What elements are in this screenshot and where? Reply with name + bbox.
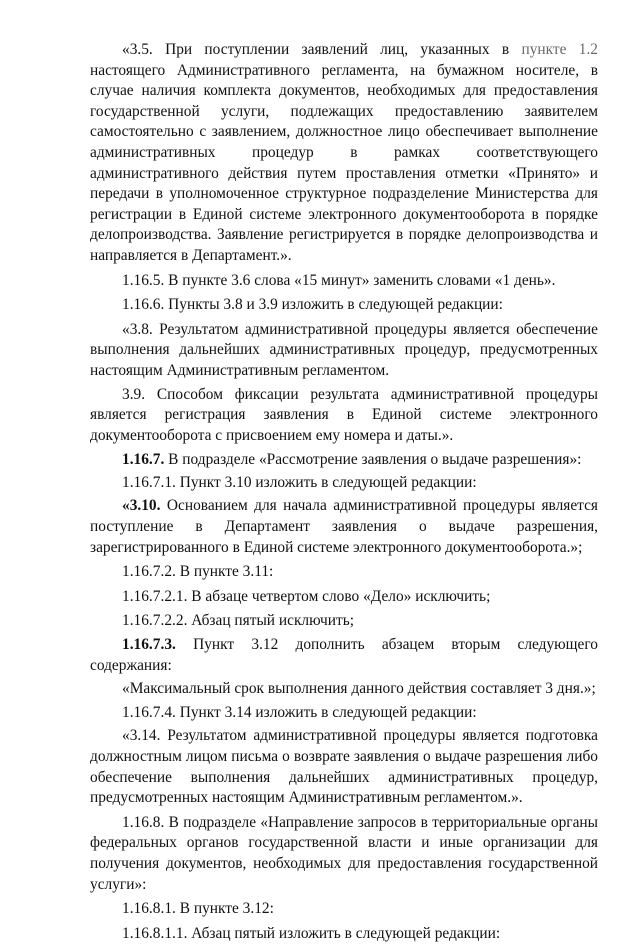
paragraph-3-14: «3.14. Результатом административной процедуры является подготовка должностным лицом письма о возврате заявления о выдаче разрешения либо обеспечение выполнения дальнейших административных процедур, предусмотренных настоящим Административным регламентом.».	[90, 727, 598, 807]
paragraph-1-16-7	[90, 450, 598, 471]
paragraph-3-8: «3.8. Результатом административной процедуры является обеспечение выполнения дальнейших административных процедур, предусмотренных настоящим Административным регламентом.	[90, 320, 598, 379]
paragraph-1-16-7-2-2: 1.16.7.2.2. Абзац пятый исключить;	[122, 612, 355, 630]
paragraph-text: Пункт 3.12 дополнить абзацем вторым следующего содержания:	[90, 636, 598, 674]
paragraph-text: настоящего Административного регламента, на бумажном носителе, в случае наличия комплекта документов, необходимых для предоставления государственной услуги, подлежащих предоставлению заявителем самостоятельно с заявлением, должностное лицо обеспечивает выполнение административных процедур в рамках соответствующего административного действия путем проставления отметки «Принято» и передачи в уполномоченное структурное подразделение Министерства для регистрации в Единой системе электронного документооборота в порядке делопроизводства. Заявление регистрируется в порядке делопроизводства и направляется в Департамент.».	[90, 61, 598, 264]
paragraph-1-16-6: 1.16.6. Пункты 3.8 и 3.9 изложить в следующей редакции:	[122, 296, 503, 314]
paragraph-1-16-8: 1.16.8. В подразделе «Направление запросов в территориальные органы федеральных органов государственной власти и иные организации для получения документов, необходимых для предоставления государственной услуги»:	[90, 813, 598, 893]
paragraph-text: Основанием для начала административной процедуры является поступление в Департамент заявления о выдаче разрешения, зарегистрированного в Единой системе электронного документооборота.»;	[90, 497, 598, 556]
paragraph-1-16-7-4: 1.16.7.4. Пункт 3.14 изложить в следующей редакции:	[122, 703, 477, 721]
paragraph-text: В подразделе «Рассмотрение заявления о выдаче разрешения»:	[164, 451, 582, 469]
paragraph-1-16-7-2-1: 1.16.7.2.1. В абзаце четвертом слово «Дело» исключить;	[122, 587, 491, 605]
paragraph-1-16-7-3	[90, 635, 598, 676]
paragraph-number: 1.16.7.	[122, 451, 165, 469]
paragraph-1-16-5: 1.16.5. В пункте 3.6 слова «15 минут» заменить словами «1 день».	[122, 271, 556, 289]
paragraph-text: «3.5. При поступлении заявлений лиц, указанных в	[122, 41, 522, 58]
paragraph-1-16-7-1: 1.16.7.1. Пункт 3.10 изложить в следующей редакции:	[122, 473, 477, 491]
paragraph-1-16-8-1: 1.16.8.1. В пункте 3.12:	[122, 900, 274, 918]
paragraph-1-16-7-2: 1.16.7.2. В пункте 3.11:	[122, 563, 274, 581]
paragraph-3-10	[90, 496, 598, 558]
paragraph-number: 1.16.7.3.	[122, 636, 176, 654]
paragraph-max-term: «Максимальный срок выполнения данного действия составляет 3 дня.»;	[122, 680, 596, 698]
paragraph-3-5	[90, 40, 598, 267]
paragraph-1-16-8-1-1: 1.16.8.1.1. Абзац пятый изложить в следующей редакции:	[122, 924, 501, 942]
paragraph-3-9: 3.9. Способом фиксации результата административной процедуры является регистрация заявления в Единой системе электронного документооборота с присвоением ему номера и даты.».	[90, 385, 598, 444]
paragraph-number: «3.10.	[122, 497, 161, 515]
reference-link-1-2[interactable]: пункте 1.2	[521, 41, 598, 58]
document-body	[90, 40, 598, 944]
